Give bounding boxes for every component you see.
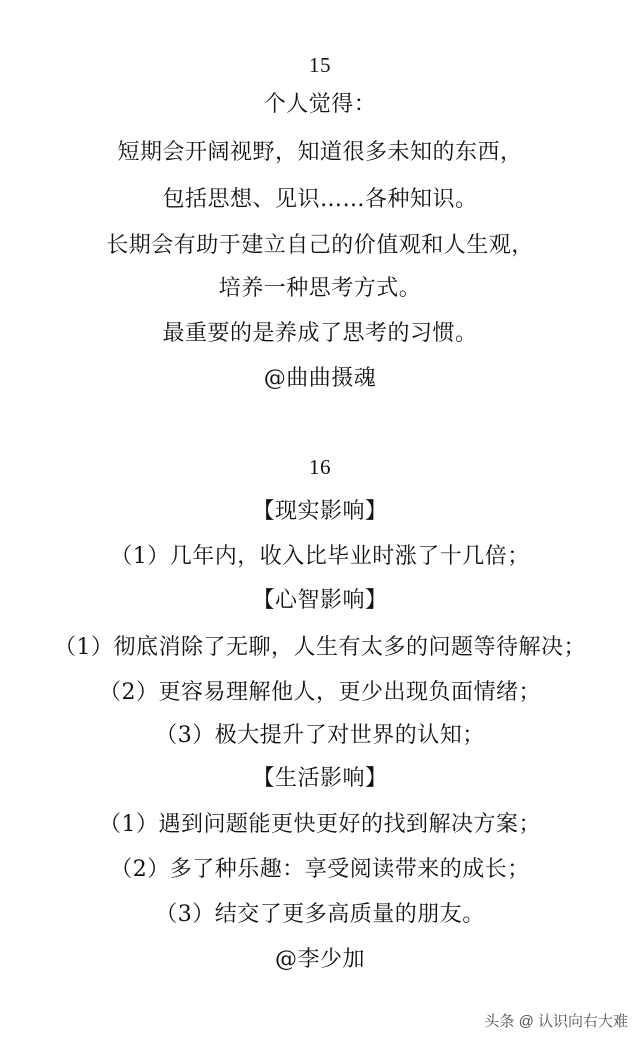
mind-item-3: （3）极大提升了对世界的认知；	[155, 723, 485, 748]
section-15-number: 15	[309, 53, 331, 77]
watermark: 头条 @ 认识向右大难	[484, 1013, 628, 1030]
section-15-line-5: 培养一种思考方式。	[218, 276, 422, 301]
reality-item-1: （1）几年内，收入比毕业时涨了十几倍；	[110, 544, 530, 569]
section-16-author: @李少加	[274, 947, 365, 972]
section-15-line-3: 包括思想、见识……各种知识。	[162, 187, 478, 212]
section-15-author: @曲曲摄魂	[263, 366, 377, 391]
life-item-1: （1）遇到问题能更快更好的找到解决方案；	[99, 812, 541, 837]
heading-reality: 【现实影响】	[252, 499, 388, 524]
section-16-number: 16	[309, 455, 331, 479]
life-item-3: （3）结交了更多高质量的朋友。	[155, 902, 485, 927]
heading-life: 【生活影响】	[252, 766, 388, 791]
mind-item-1: （1）彻底消除了无聊，人生有太多的问题等待解决；	[54, 635, 586, 660]
mind-item-2: （2）更容易理解他人，更少出现负面情绪；	[99, 680, 541, 705]
section-15-line-1: 个人觉得：	[263, 92, 377, 117]
life-item-2: （2）多了种乐趣：享受阅读带来的成长；	[110, 857, 530, 882]
section-15-line-6: 最重要的是养成了思考的习惯。	[162, 321, 478, 346]
section-15-line-2: 短期会开阔视野，知道很多未知的东西，	[117, 140, 523, 165]
heading-mind: 【心智影响】	[252, 588, 388, 613]
section-15-line-4: 长期会有助于建立自己的价值观和人生观，	[106, 233, 534, 258]
